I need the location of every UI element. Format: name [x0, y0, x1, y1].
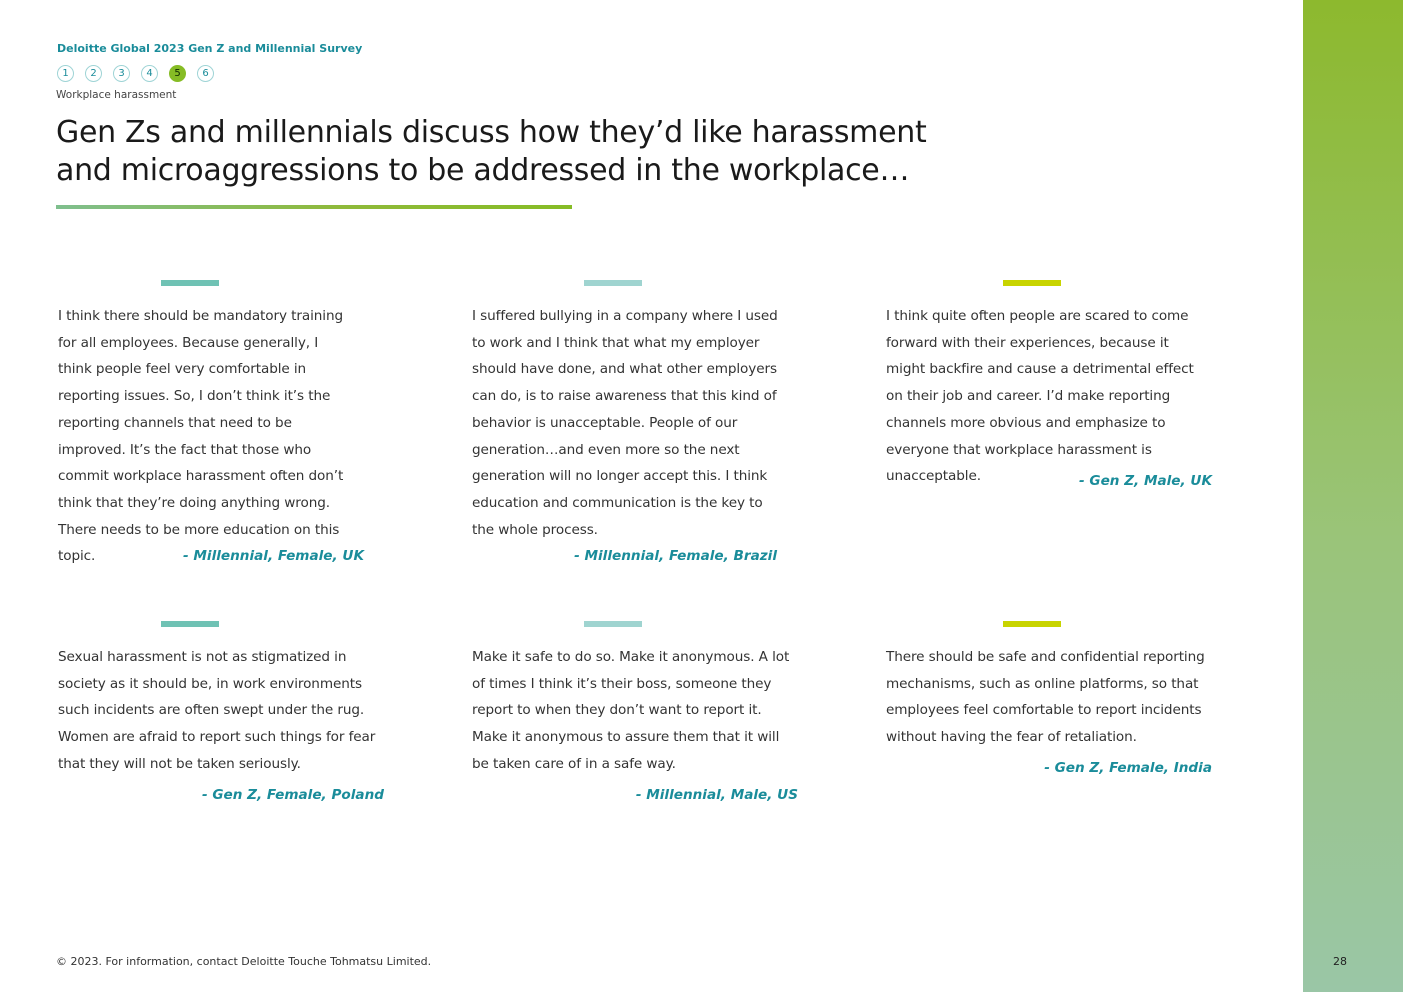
- quote-text: I suffered bullying in a company where I used to work and I think that what my employer should have done, and what other employers can do, is to raise awareness that this kind of behavior is unacceptable. People of our generation…and even more so the next generation will no longer accept this. I think education and communication is the key to the whole process.: [472, 308, 778, 538]
- quote-accent-bar: [1003, 621, 1061, 627]
- quote-card: [58, 280, 364, 570]
- quote-text: I think quite often people are scared to come forward with their experiences, because it might backfire and cause a detrimental effect on their job and career. I’d make reporting channels more obvious and emphasize to everyone that workplace harassment is unacceptable.: [886, 308, 1194, 485]
- quote-accent-bar: [584, 621, 642, 627]
- quote-text: I think there should be mandatory training for all employees. Because generally, I think people feel very comfortable in reporting issues. So, I don’t think it’s the reporting channels that need to be improved. It’s the fact that those who commit workplace harassment often don’t think that they’re doing anything wrong. There needs to be more education on this topic.: [58, 308, 344, 565]
- quote-text: Sexual harassment is not as stigmatized in society as it should be, in work environments such incidents are often swept under the rug. Women are afraid to report such things for fear that they will not be taken seriously.: [58, 649, 376, 772]
- quote-accent-bar: [161, 621, 219, 627]
- quote-accent-bar: [1003, 280, 1061, 286]
- quote-attribution: - Gen Z, Male, UK: [1079, 473, 1212, 489]
- quote-card: [886, 621, 1212, 791]
- quote-attribution: - Millennial, Female, Brazil: [574, 548, 777, 564]
- page-nav-1[interactable]: 1: [57, 65, 74, 82]
- page-headline: Gen Zs and millennials discuss how they’d like harassment and microaggressions to be addressed in the workplace…: [56, 115, 927, 188]
- page-number: 28: [1333, 955, 1347, 968]
- quote-card: [886, 280, 1212, 495]
- quote-card: [58, 621, 384, 811]
- quote-attribution: - Millennial, Male, US: [635, 787, 798, 803]
- quote-card: [472, 621, 798, 811]
- quote-text: Make it safe to do so. Make it anonymous. A lot of times I think it’s their boss, someone they report to when they don’t want to report it. Make it anonymous to assure them that it will be taken care of in a safe way.: [472, 649, 790, 772]
- quote-accent-bar: [161, 280, 219, 286]
- copyright-footer: © 2023. For information, contact Deloitte Touche Tohmatsu Limited.: [56, 955, 432, 968]
- page-nav-6[interactable]: 6: [197, 65, 214, 82]
- quote-accent-bar: [584, 280, 642, 286]
- quote-attribution: - Gen Z, Female, India: [1044, 760, 1212, 776]
- quote-card: [472, 280, 777, 570]
- quote-text: There should be safe and confidential reporting mechanisms, such as online platforms, so that employees feel comfortable to report incidents without having the fear of retaliation.: [886, 649, 1205, 746]
- report-title: Deloitte Global 2023 Gen Z and Millennial Survey: [57, 42, 363, 55]
- quote-attribution: - Millennial, Female, UK: [183, 548, 364, 564]
- page-nav-4[interactable]: 4: [141, 65, 158, 82]
- page-nav-5-active[interactable]: 5: [169, 65, 186, 82]
- headline-underline: [56, 205, 572, 209]
- page-nav-3[interactable]: 3: [113, 65, 130, 82]
- section-label: Workplace harassment: [56, 89, 177, 101]
- decorative-side-band: [1303, 0, 1403, 992]
- quote-attribution: - Gen Z, Female, Poland: [201, 787, 384, 803]
- page-navigation: [57, 65, 214, 82]
- page-nav-2[interactable]: 2: [85, 65, 102, 82]
